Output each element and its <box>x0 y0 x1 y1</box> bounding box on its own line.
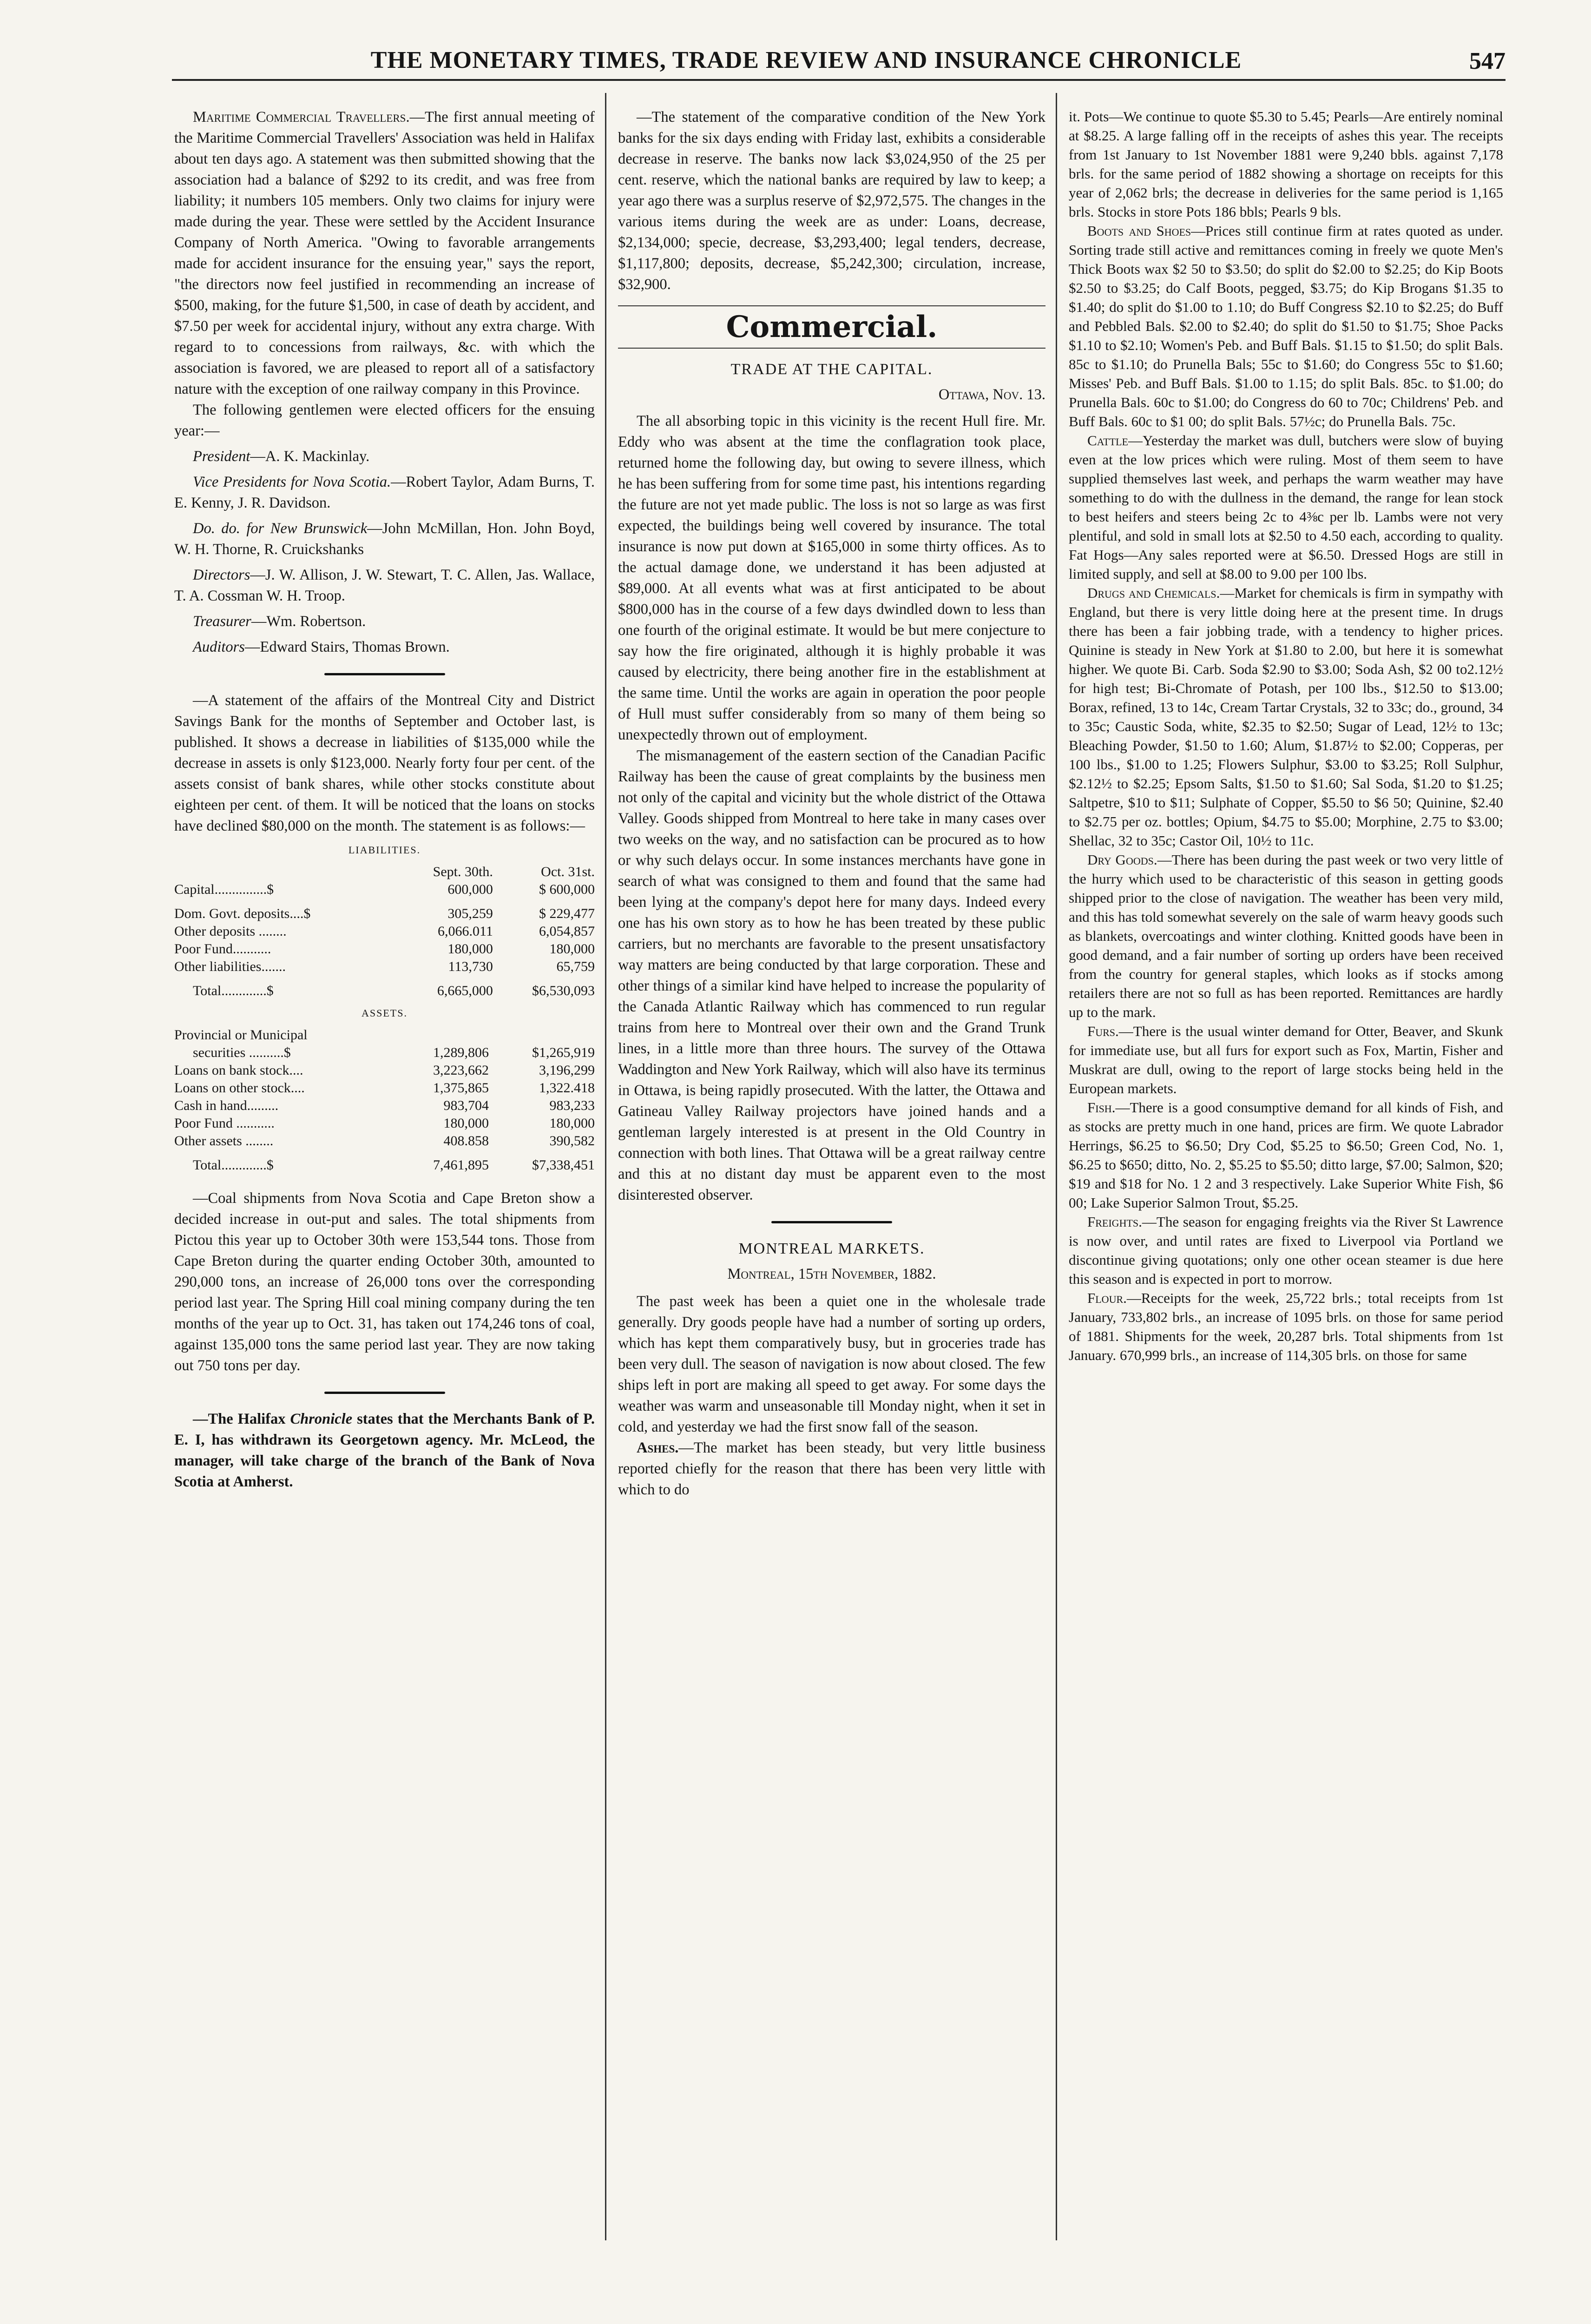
article-title: TRADE AT THE CAPITAL. <box>730 361 933 378</box>
article-dateline: Ottawa, Nov. 13. <box>938 386 1045 403</box>
article-dateline: Montreal, 15th November, 1882. <box>727 1266 936 1282</box>
table-total-row: Total.............$ 7,461,895 $7,338,451 <box>193 1157 595 1173</box>
column-rule-left <box>605 93 606 2240</box>
page-number: 547 <box>1469 48 1506 74</box>
officer-entry <box>174 518 595 560</box>
table-row: Dom. Govt. deposits....$ 305,259 $ 229,477 <box>174 906 595 921</box>
article-new-york-banks: —The statement of the comparative condition of the New York banks for the six days ending with Friday last, exhibits a considerable decrease in reserve. The banks now lack $3,024,950 of the 25 per cent. reserve, which the national banks are required by law to keep; a year ago there was a surplus reserve of $2,972,575. The changes in the various items during the week are as under: Loans, decrease, $2,134,000; specie, decrease, $3,293,400; legal tenders, decrease, $1,117,800; deposits, decrease, $5,242,300; circulation, increase, $32,900. <box>618 109 1045 293</box>
market-entry-boots: Boots and Shoes—Prices still continue firm at rates quoted as under. Sorting trade still active and remittances coming in freely we quote Men's Thick Boots wax $2 50 to $3.50; do split do $2.00 to $2.25; do Kip Boots $2.50 to $3.25; do Calf Boots, pegged, $3.75; do Kip Brogans $1.35 to $1.40; do split do $1.00 to 1.10; do Buff Congress $2.10 to $2.25; do Buff and Pebbled Bals. $2.00 to $2.40; do split do $1.50 to $1.75; Shoe Packs $1.10 to $2.10; Women's Peb. and Buff Bals. $1.15 to $1.50; do split Bals. 85c to $1.10; do Prunella Bals; 55c to $1.60; do Congress 55c to $1.60; Misses' Peb. and Buff Bals. $1.00 to 1.15; do split Bals. 85c. to $1.00; do Prunella Bals. 60c to $1.00; do Congress do 60 to 70c; Childrens' Peb. and Buff Bals. 60c to $1 00; do split Bals. 57½c; do Prunella Bals. 75c. <box>1069 223 1503 429</box>
table-row: Other assets ........ 408.858 390,582 <box>174 1133 595 1149</box>
officer-role: Do. do. for New Brunswick <box>193 520 368 537</box>
column-3 <box>1069 107 1503 2245</box>
section-rule <box>618 305 1045 306</box>
officers-intro: The following gentlemen were elected officers for the ensuing year:— <box>174 402 595 439</box>
table-row: Poor Fund........... 180,000 180,000 <box>174 941 595 957</box>
table-row: Cash in hand......... 983,704 983,233 <box>174 1098 595 1113</box>
article-coal-shipments: —Coal shipments from Nova Scotia and Cape Breton show a decided increase in out-put and sales. The total shipments from Pictou this year up to October 30th were 153,544 tons. Those from Cape Breton during the quarter ending October 30th, amounted to 290,000 tons, an increase of 26,000 tons over the corresponding period last year. The Spring Hill coal mining company during the ten months of the year up to Oct. 31, has taken out 174,246 tons of coal, against 135,000 tons the same period last year. They are now taking out 750 tons per day. <box>174 1190 595 1374</box>
table-total-row: Total.............$ 6,665,000 $6,530,093 <box>193 983 595 998</box>
officer-role: President <box>193 448 250 465</box>
market-entry-fish: Fish.—There is a good consumptive demand for all kinds of Fish, and as stocks are pretty much in one hand, prices are firm. We quote Labrador Herrings, $6.25 to $6.50; Dry Cod, $5.25 to $6.50; Green Cod, No. 1, $6.25 to $650; ditto, No. 2, $5.25 to $5.50; ditto large, $7.00; Salmon, $20; $19 and $18 for No. 1 2 and 3 respectively. Lake Superior White Fish, $6 00; Lake Superior Salmon Trout, $5.25. <box>1069 1099 1503 1211</box>
table-row: Other liabilities....... 113,730 65,759 <box>174 959 595 974</box>
officer-names: —A. K. Mackinlay. <box>250 448 370 465</box>
officer-role: Vice Presidents for Nova Scotia. <box>193 474 391 490</box>
column-header: Sept. 30th. <box>433 864 493 879</box>
officer-entry <box>174 472 595 514</box>
table-row: securities ..........$ 1,289,806 $1,265,919 <box>193 1045 595 1060</box>
officer-names: —J. W. Allison, J. W. Stewart, T. C. Allen, Jas. Wallace, T. A. Cossman W. H. Troop. <box>174 567 595 604</box>
section-divider <box>771 1218 892 1226</box>
article-halifax-chronicle: —The Halifax Chronicle states that the Merchants Bank of P. E. I, has withdrawn its Georgetown agency. Mr. McLeod, the manager, will take charge of the branch of the Bank of Nova Scotia at Amherst. <box>174 1411 595 1490</box>
table-row: Poor Fund ........... 180,000 180,000 <box>174 1116 595 1131</box>
page-header <box>172 46 1506 81</box>
market-entry-dry-goods: Dry Goods.—There has been during the past week or two very little of the hurry which used to be characteristic of this season in getting goods shipped prior to the close of navigation. The weather has been very mild, and this has told somewhat severely on the sale of warm heavy goods such as blankets, overcoatings and winter clothing. Knitted goods have been in good demand, and a fair number of sorting up orders have been received from the country for general staples, which looks as if stocks among retailers there are not so full as has been reported. Remittances are hardly up to the mark. <box>1069 852 1503 1020</box>
officer-entry <box>174 565 595 607</box>
article-title: MONTREAL MARKETS. <box>738 1240 925 1257</box>
market-entry-ashes: Ashes.—The market has been steady, but very little business reported chiefly for the reason that there has been very little with which to do <box>618 1439 1045 1498</box>
column-header: Oct. 31st. <box>541 864 595 879</box>
section-masthead: Commercial. <box>726 310 938 344</box>
table-header-row <box>174 863 595 881</box>
market-entry-flour: Flour.—Receipts for the week, 25,722 brls.; total receipts from 1st January, 733,802 brls., an increase of 1095 brls. on those for same period of 1881. Shipments for the week, 20,287 brls. Total shipments from 1st January. 670,999 brls., an increase of 114,305 brls. on those for same <box>1069 1290 1503 1363</box>
section-rule <box>618 348 1045 349</box>
officer-role: Treasurer <box>193 613 251 630</box>
article-maritime-travellers <box>174 107 595 400</box>
officer-entry <box>174 446 595 467</box>
market-entry-furs: Furs.—There is the usual winter demand for Otter, Beaver, and Skunk for immediate use, but all furs for export such as Fox, Martin, Fisher and Muskrat are dull, owing to the report of large stocks being held in the European markets. <box>1069 1023 1503 1096</box>
section-divider <box>324 1388 445 1397</box>
article-lead: Maritime Commercial Travellers. <box>193 109 410 125</box>
officer-entry <box>174 611 595 632</box>
market-entry-cattle: Cattle—Yesterday the market was dull, butchers were slow of buying even at the low prices which were ruling. Most of them seem to have supplied themselves last week, and perhaps the warm weather may have something to do with the dullness in the demand, the range for lean stock to best heifers and steers being 2c to 4⅜c per lb. Lambs were not very plentiful, and sold in small lots at $2.50 to 4.50 each, according to quality. Fat Hogs—Any sales reported were at $6.50. Dressed Hogs are still in limited supply, and sell at $8.00 to 9.00 per 100 lbs. <box>1069 432 1503 582</box>
table-row: Loans on other stock.... 1,375,865 1,322.418 <box>174 1080 595 1096</box>
article-savings-bank: —A statement of the affairs of the Montreal City and District Savings Bank for the months of September and October last, is published. It shows a decrease in liabilities of $135,000 while the decrease in assets is only $123,000. Nearly forty four per cent. of the assets consist of bank shares, while other stocks constitute about eighteen per cent. of them. It will be noticed that the loans on stocks have declined $80,000 on the month. The statement is as follows:— <box>174 692 595 834</box>
table-row: Capital...............$ 600,000 $ 600,000 <box>174 882 595 897</box>
officer-names: —Wm. Robertson. <box>251 613 366 630</box>
market-entry-drugs: Drugs and Chemicals.—Market for chemicals is firm in sympathy with England, but there is very little doing here at the present time. In drugs there has been a fair jobbing trade, with a tendency to higher prices. Quinine is steady in New York at $1.80 to 2.00, but here it is somewhat higher. We quote Bi. Carb. Soda $2.90 to $3.00; Soda Ash, $2 00 to2.12½ for high test; Bi-Chromate of Potash, per 100 lbs., $12.50 to $13.00; Borax, refined, 13 to 14c, Cream Tartar Crystals, 32 to 33c; do., ground, 34 to 35c; Caustic Soda, white, $2.35 to $2.50; Sugar of Lead, 12½ to 13c; Bleaching Powder, $1.50 to 1.60; Alum, $1.87½ to $2.00; Copperas, per 100 lbs., $1.00 to 1.25; Flowers Sulphur, $3.00 to $3.25; Roll Sulphur, $2.12½ to $2.25; Epsom Salts, $1.50 to $1.60; Sal Soda, $1.20 to $1.25; Saltpetre, $10 to $11; Sulphate of Copper, $5.50 to $6 50; Quinine, $2.40 to $2.75 per oz. bottles; Opium, $4.75 to $5.00; Morphine, 2.75 to $3.00; Shellac, 32 to 35c; Castor Oil, 10½ to 11c. <box>1069 585 1503 849</box>
column-1 <box>174 107 595 2245</box>
assets-heading: ASSETS. <box>362 1007 408 1019</box>
market-entry-pots: it. Pots—We continue to quote $5.30 to 5.45; Pearls—Are entirely nominal at $8.25. A large falling off in the receipts of ashes this year. The receipts from 1st January to 1st November 1881 were 9,240 bbls. against 7,178 brls. for the same period of 1882 showing a shortage on receipts for this year of 2,062 brls; the decrease in deliveries for the same period is 1,165 brls. Stocks in store Pots 186 bbls; Pearls 9 bls. <box>1069 108 1503 220</box>
article-body: The all absorbing topic in this vicinity is the recent Hull fire. Mr. Eddy who was absent at the time the conflagration took place, returned home the following day, but owing to severe illness, which he has been suffering from for some time past, his intentions regarding the future are not yet made public. The loss is not so large as was first expected, the buildings being well covered by insurance. The total insurance is now put down at $165,000 in some thirty offices. As to the actual damage done, we understand it has been adjusted at $89,000. At all events what was at first anticipated to be about $800,000 has in the course of a few days dwindled down to less than one fourth of the original estimate. It would be but mere conjecture to say how the fire originated, although it is highly probable it was caused by electricity, there being another fire in the establishment at the same time. Until the works are again in operation the poor people of Hull must suffer considerably from so many of them being so unexpectedly thrown out of employment. <box>618 413 1045 743</box>
assets-table <box>174 1026 595 1174</box>
article-body: The mismanagement of the eastern section of the Canadian Pacific Railway has been the cause of great complaints by the business men not only of the capital and vicinity but the whole district of the Ottawa Valley. Goods shipped from Montreal to here take in many cases over two weeks on the way, and no satisfaction can be procured as to how or why such delays occur. In some instances merchants have gone in search of what was consigned to them and found that the same had been lying at the company's depot here for many days. Indeed every one has his own story as to how he has been treated by these public carriers, but no merchants are favorable to the present unsatisfactory way matters are being conducted by that large corporation. These and other things of a similar kind have helped to increase the popularity of the Canada Atlantic Railway which has commenced to run regular trains from here to Montreal over their own and the Grand Trunk lines, in a little more than three hours. The survey of the Ottawa Waddington and New York Railway, which will also have its terminus in Ottawa, is being rapidly prosecuted. With the latter, the Ottawa and Gatineau Valley Railway projectors have joined hands and a gentleman largely interested is at present in the Old Country in connection with both lines. That Ottawa will be a great railway centre and this at no distant day must be apparent even to the most disinterested observer. <box>618 747 1045 1203</box>
officer-entry <box>174 637 595 658</box>
liabilities-heading: LIABILITIES. <box>348 844 421 856</box>
table-row: Provincial or Municipal <box>174 1027 308 1043</box>
market-entry-freights: Freights.—The season for engaging freights via the River St Lawrence is now over, and until rates are fixed to Liverpool via Portland we discontinue giving quotations; only one other ocean steamer is due here this season and is expected in port to morrow. <box>1069 1214 1503 1287</box>
table-row: Loans on bank stock.... 3,223,662 3,196,299 <box>174 1063 595 1078</box>
column-2 <box>618 107 1045 2245</box>
officer-names: —John McMillan, Hon. John Boyd, W. H. Thorne, R. Cruickshanks <box>174 520 595 558</box>
article-body: —The first annual meeting of the Maritime Commercial Travellers' Association was held in Halifax about ten days ago. A statement was then submitted showing that the association had a balance of $292 to its credit, and was free from liability; it numbers 105 members. Only two claims for injury were made during the year. These were settled by the Accident Insurance Company of North America. "Owing to favorable arrangements made for accident insurance for the ensuing year," says the report, "the directors now feel justified in recommending an increase of $500, making, for the future $1,500, in case of death by accident, and $7.50 per week for accidental injury, without any extra charge. With regard to to concessions from railways, &c. with which the association is favored, we are pleased to report all of a satisfactory nature with the exception of one railway company in this Province. <box>174 109 595 397</box>
officer-names: —Edward Stairs, Thomas Brown. <box>244 639 450 655</box>
column-rule-right <box>1056 93 1057 2240</box>
publication-title: THE MONETARY TIMES, TRADE REVIEW AND INSURANCE CHRONICLE <box>370 47 1242 73</box>
officer-role: Directors <box>193 567 250 583</box>
article-body: The past week has been a quiet one in the wholesale trade generally. Dry goods people have had a number of sorting up orders, which has kept them comparatively busy, but in groceries trade has been very dull. The season of navigation is now about closed. The few ships left in port are making all speed to get away. For some days the weather was warm and unseasonable till Monday night, when it set in cold, and yesterday we had the first snow fall of the season. <box>618 1293 1045 1435</box>
bank-statement-table <box>174 863 595 1000</box>
officer-names: —Robert Taylor, Adam Burns, T. E. Kenny, J. R. Davidson. <box>174 474 595 511</box>
table-row: Other deposits ........ 6,066.011 6,054,857 <box>174 924 595 939</box>
section-divider <box>324 670 445 678</box>
officer-role: Auditors <box>193 639 245 655</box>
